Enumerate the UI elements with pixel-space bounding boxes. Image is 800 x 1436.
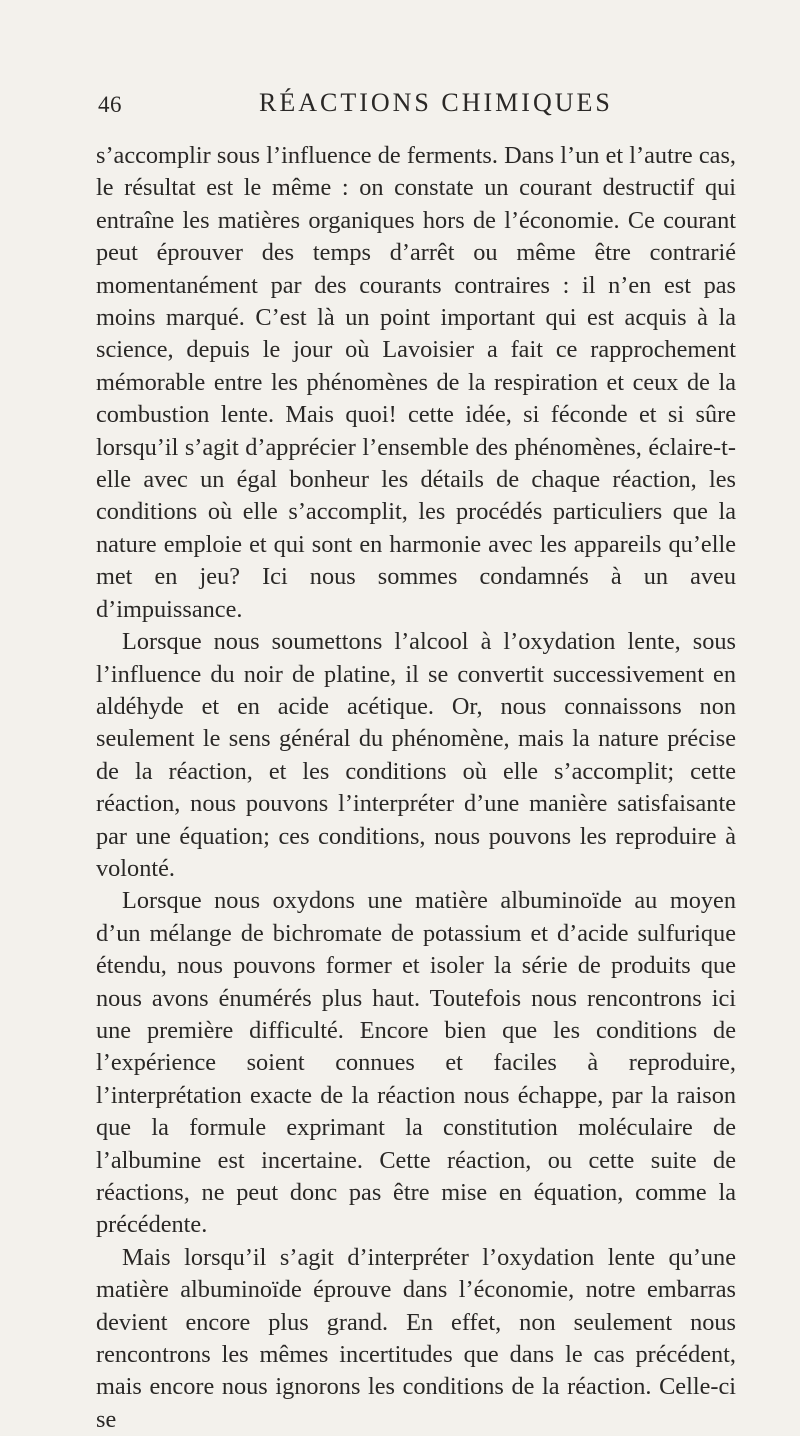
paragraph-slow-oxidation: Mais lorsqu’il s’agit d’interpréter l’oxydation lente qu’une matière albuminoïde éprouve dans l’économie, notre embarras devient encore plus grand. En effet, non seulement nous rencontrons les mêmes incertitudes que dans le cas précédent, mais encore nous ignorons les conditions de la réaction. Celle-ci se [96,1243,736,1433]
body-text [96,140,736,1436]
paragraph-continuation: s’accomplir sous l’influence de ferments. Dans l’un et l’autre cas, le résultat est le même : on constate un courant destructif qui entraîne les matières organiques hors de l’économie. Ce courant peut éprouver des temps d’arrêt ou même être contrarié momentanément par des courants contraires : il n’en est pas moins marqué. C’est là un point important qui est acquis à la science, depuis le jour où Lavoisier a fait ce rapprochement mémorable entre les phénomènes de la respiration et ceux de la combustion lente. Mais quoi! cette idée, si féconde et si sûre lorsqu’il s’agit d’apprécier l’ensemble des phénomènes, éclaire-t-elle avec un égal bonheur les détails de chaque réaction, les conditions où elle s’accomplit, les procédés particuliers que la nature emploie et qui sont en harmonie avec les appareils qu’elle met en jeu? Ici nous sommes condamnés à un aveu d’impuissance. [96,142,736,623]
page-number: 46 [98,92,122,117]
paragraph-alcohol-oxidation: Lorsque nous soumettons l’alcool à l’oxydation lente, sous l’influence du noir de platine, il se convertit successivement en aldéhyde et en acide acétique. Or, nous connaissons non seulement le sens général du phénomène, mais la nature précise de la réaction, et les conditions où elle s’accomplit; cette réaction, nous pouvons l’interpréter d’une manière satisfaisante par une équation; ces conditions, nous pouvons les reproduire à volonté. [96,628,736,882]
paragraph-albuminoid-oxidation: Lorsque nous oxydons une matière albuminoïde au moyen d’un mélange de bichromate de potassium et d’acide sulfurique étendu, nous pouvons former et isoler la série de produits que nous avons énumérés plus haut. Toutefois nous rencontrons ici une première difficulté. Encore bien que les conditions de l’expérience soient connues et faciles à reproduire, l’interprétation exacte de la réaction nous échappe, par la raison que la formule exprimant la constitution moléculaire de l’albumine est incertaine. Cette réaction, ou cette suite de réactions, ne peut donc pas être mise en équation, comme la précédente. [96,887,736,1239]
page-header [84,88,734,122]
running-title: RÉACTIONS CHIMIQUES [259,88,613,117]
